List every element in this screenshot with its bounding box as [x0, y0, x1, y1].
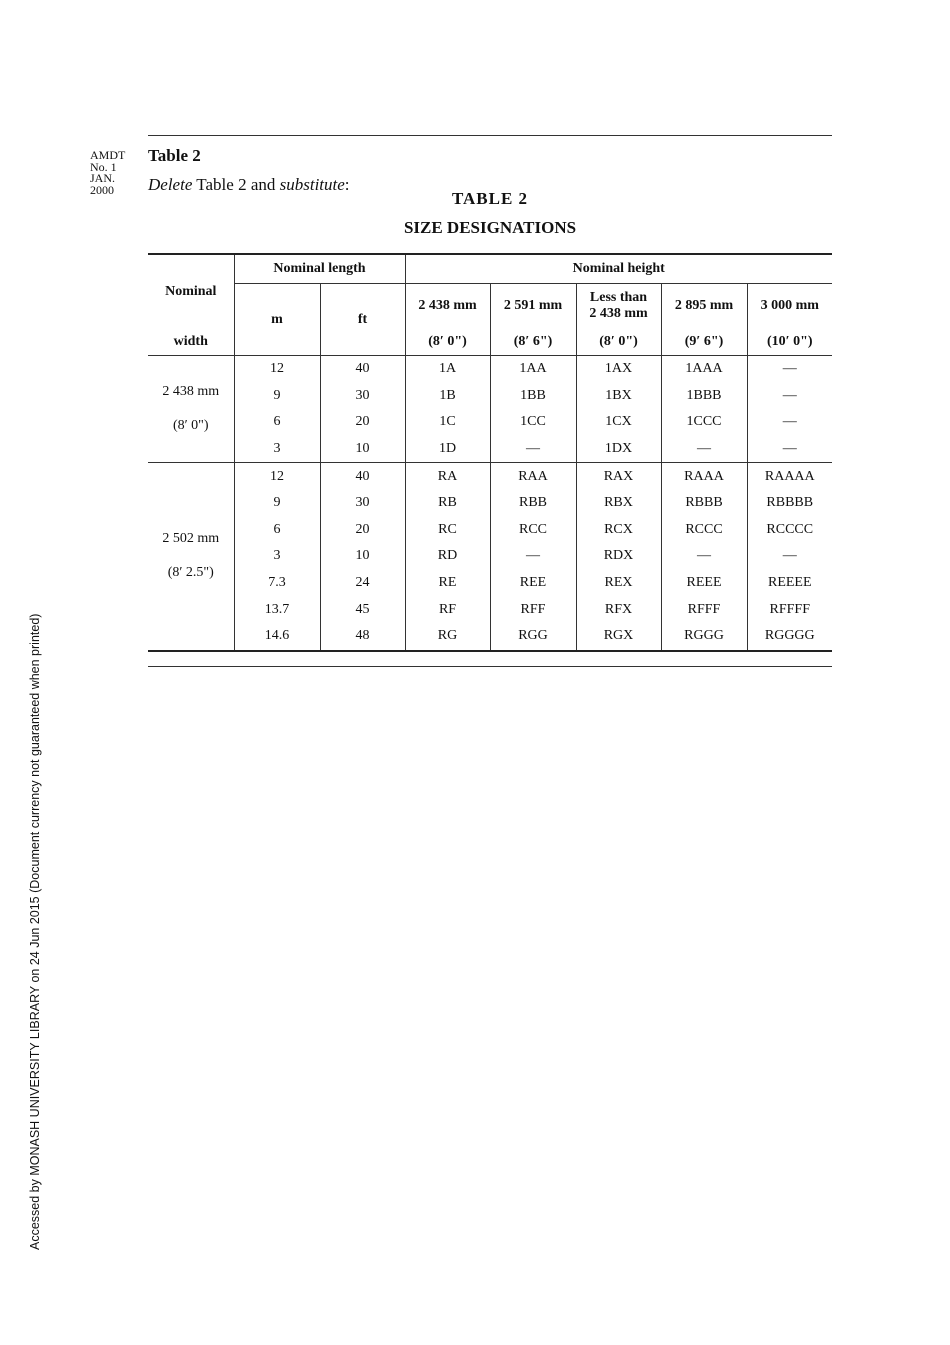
- bottom-rule: [148, 666, 832, 667]
- cell: REEE: [661, 570, 747, 597]
- height-header-5: 3 000 mm: [747, 284, 832, 329]
- width-mm: 2 438 mm: [162, 384, 220, 400]
- table-title: SIZE DESIGNATIONS: [403, 218, 577, 237]
- cell: —: [661, 436, 747, 463]
- cell: RFFFF: [747, 596, 832, 623]
- height-header-2: 2 591 mm: [490, 284, 576, 329]
- feet-header: ft: [320, 284, 405, 356]
- cell: RGGGG: [747, 623, 832, 651]
- height-header-3-ft: (8′ 0"): [576, 328, 661, 356]
- nominal-width-cell: [148, 463, 234, 651]
- table-row: [148, 570, 832, 597]
- width-ft: (8′ 0"): [172, 418, 209, 434]
- cell: 1BB: [490, 383, 576, 410]
- cell: RBBBB: [747, 490, 832, 517]
- instruction-delete: Delete: [148, 175, 193, 194]
- width-header: width: [173, 333, 208, 349]
- amendment-line: JAN.: [90, 171, 116, 185]
- cell: REX: [576, 570, 661, 597]
- cell: 30: [320, 490, 405, 517]
- table-number: TABLE 2: [451, 189, 529, 208]
- table-row: [148, 543, 832, 570]
- amendment-margin-note: [90, 150, 142, 196]
- cell: RAX: [576, 463, 661, 490]
- height-header-4: 2 895 mm: [661, 284, 747, 329]
- cell: 45: [320, 596, 405, 623]
- nominal-header: Nominal: [165, 283, 217, 299]
- nominal-width-cell: [148, 356, 234, 463]
- cell: 1AX: [576, 356, 661, 383]
- cell: 1AA: [490, 356, 576, 383]
- height-header-4-ft: (9′ 6"): [661, 328, 747, 356]
- instruction-end: :: [344, 175, 350, 194]
- table-row: [148, 436, 832, 463]
- instruction-middle: Table 2 and: [192, 175, 280, 194]
- cell: RF: [405, 596, 490, 623]
- cell: 1C: [405, 409, 490, 436]
- cell: RE: [405, 570, 490, 597]
- instruction-substitute: substitute: [279, 175, 345, 194]
- cell: 12: [234, 356, 320, 383]
- cell: RCC: [490, 517, 576, 544]
- cell: 10: [320, 543, 405, 570]
- access-watermark: Accessed by MONASH UNIVERSITY LIBRARY on 24 Jun 2015 (Document currency not guaranteed when printed): [28, 613, 42, 1250]
- amendment-line: AMDT: [90, 148, 126, 162]
- cell: RCX: [576, 517, 661, 544]
- cell: 1A: [405, 356, 490, 383]
- cell: 9: [234, 383, 320, 410]
- cell: 1CX: [576, 409, 661, 436]
- metres-header: m: [234, 284, 320, 356]
- cell: RCCCC: [747, 517, 832, 544]
- cell: 9: [234, 490, 320, 517]
- cell: 20: [320, 409, 405, 436]
- top-rule: [148, 135, 832, 136]
- amendment-line: No. 1: [90, 159, 117, 174]
- cell: RBX: [576, 490, 661, 517]
- cell: REE: [490, 570, 576, 597]
- cell: RG: [405, 623, 490, 651]
- cell: 10: [320, 436, 405, 463]
- width-mm: 2 502 mm: [162, 531, 220, 547]
- cell: 1B: [405, 383, 490, 410]
- table-row: [148, 517, 832, 544]
- cell: RFX: [576, 596, 661, 623]
- cell: —: [747, 356, 832, 383]
- cell: —: [747, 383, 832, 410]
- height-header-1-ft: (8′ 0"): [405, 328, 490, 356]
- height-header-2-ft: (8′ 6"): [490, 328, 576, 356]
- cell: 40: [320, 356, 405, 383]
- width-group-2502: [148, 463, 832, 651]
- cell: 13.7: [234, 596, 320, 623]
- table-row: [148, 383, 832, 410]
- table-row: [148, 356, 832, 383]
- cell: 1BX: [576, 383, 661, 410]
- cell: RAAAA: [747, 463, 832, 490]
- table-row: [148, 596, 832, 623]
- cell: RC: [405, 517, 490, 544]
- cell: 6: [234, 517, 320, 544]
- cell: —: [490, 543, 576, 570]
- cell: RFF: [490, 596, 576, 623]
- cell: 20: [320, 517, 405, 544]
- cell: 3: [234, 543, 320, 570]
- width-ft: (8′ 2.5"): [167, 565, 214, 581]
- cell: 1CC: [490, 409, 576, 436]
- cell: 1AAA: [661, 356, 747, 383]
- cell: RFFF: [661, 596, 747, 623]
- height-header-5-ft: (10′ 0"): [747, 328, 832, 356]
- size-designations-table: [148, 253, 832, 652]
- cell: RGG: [490, 623, 576, 651]
- cell: 24: [320, 570, 405, 597]
- cell: RGX: [576, 623, 661, 651]
- cell: RB: [405, 490, 490, 517]
- cell: 1DX: [576, 436, 661, 463]
- cell: —: [747, 436, 832, 463]
- height-header-1: 2 438 mm: [405, 284, 490, 329]
- nominal-length-header: Nominal length: [234, 254, 405, 284]
- cell: 1CCC: [661, 409, 747, 436]
- amendment-line: 2000: [90, 182, 114, 197]
- cell: RA: [405, 463, 490, 490]
- cell: 14.6: [234, 623, 320, 651]
- cell: —: [747, 409, 832, 436]
- cell: RDX: [576, 543, 661, 570]
- cell: RBB: [490, 490, 576, 517]
- table-row: [148, 623, 832, 651]
- cell: 6: [234, 409, 320, 436]
- nominal-height-header: Nominal height: [405, 254, 832, 284]
- cell: —: [747, 543, 832, 570]
- width-group-2438: [148, 356, 832, 463]
- cell: RBBB: [661, 490, 747, 517]
- cell: 1D: [405, 436, 490, 463]
- cell: 12: [234, 463, 320, 490]
- cell: 40: [320, 463, 405, 490]
- cell: 7.3: [234, 570, 320, 597]
- cell: RAA: [490, 463, 576, 490]
- table-row: [148, 409, 832, 436]
- height-header-3: Less than 2 438 mm: [576, 284, 661, 329]
- cell: 48: [320, 623, 405, 651]
- cell: 3: [234, 436, 320, 463]
- cell: RD: [405, 543, 490, 570]
- cell: REEEE: [747, 570, 832, 597]
- cell: 1BBB: [661, 383, 747, 410]
- cell: RGGG: [661, 623, 747, 651]
- cell: —: [661, 543, 747, 570]
- cell: RAAA: [661, 463, 747, 490]
- cell: RCCC: [661, 517, 747, 544]
- table-row: [148, 463, 832, 490]
- table-row: [148, 490, 832, 517]
- cell: 30: [320, 383, 405, 410]
- section-title: Table 2: [148, 146, 201, 165]
- cell: —: [490, 436, 576, 463]
